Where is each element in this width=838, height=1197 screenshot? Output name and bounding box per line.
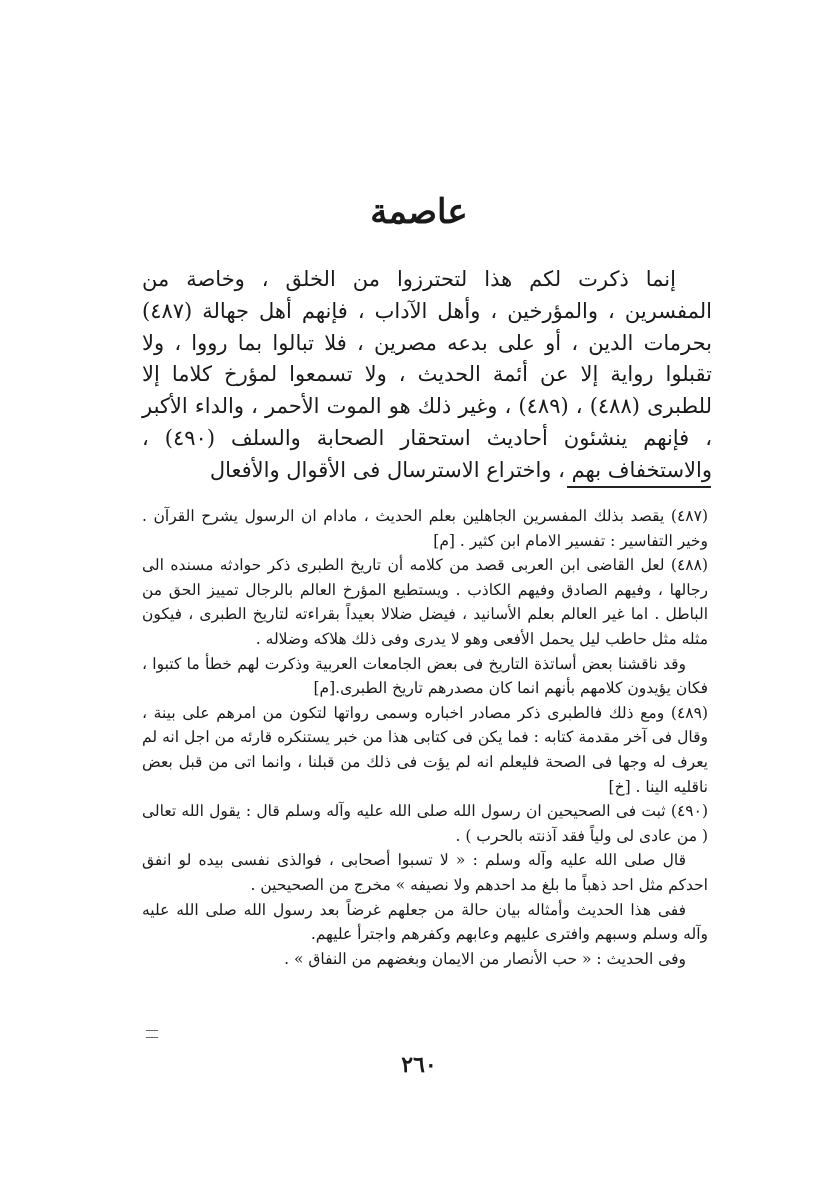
- footnote-separator: [567, 486, 711, 488]
- footnote-490-commentary: ففى هذا الحديث وأمثاله بيان حالة من جعلهم غرضاً بعد رسول الله صلى الله عليه وآله وسلم وسبهم وافترى عليهم وعابهم وكفرهم واجترأ عليهم.: [142, 900, 708, 944]
- footnotes-block: [142, 504, 708, 971]
- page-number: ٢٦٠: [401, 1052, 437, 1078]
- footnote-490: (٤٩٠) ثبت فى الصحيحين ان رسول الله صلى الله عليه وآله وسلم قال : يقول الله تعالى ( من عادى لى ولياً فقد آذنته بالحرب ) .: [142, 802, 708, 845]
- footnote-488: (٤٨٨) لعل القاضى ابن العربى قصد من كلامه أن تاريخ الطبرى ذكر حوادثه مسنده الى رجالها ، وفيهم الصادق وفيهم الكاذب . ويستطيع المؤرخ العالم بالرجال تمييز الحق من الباطل . اما غير العالم بعلم الأسانيد ، فيضل ضلالا بعيداً بقراءته لتاريخ الطبرى ، فيكون مثله مثل حاطب ليل يحمل الأفعى وهو لا يدرى وفى ذلك هلاكه وضلاله .: [142, 556, 708, 648]
- main-text-block: [142, 264, 712, 487]
- footnote-490-hadith-ansar: وفى الحديث : « حب الأنصار من الايمان وبغضهم من النفاق » .: [284, 949, 686, 968]
- footnote-488-continued: وقد ناقشنا بعض أساتذة التاريخ فى بعض الجامعات العربية وذكرت لهم خطأ ما كتبوا ، فكان يؤيدون كلامهم بأنهم انما كان مصدرهم تاريخ الطبرى.[م]: [142, 654, 708, 698]
- footnote-489: (٤٨٩) ومع ذلك فالطبرى ذكر مصادر اخباره وسمى رواتها لتكون من امرهم على بينة ، وقال فى آخر مقدمة كتابه : فما يكن فى كتابى هذا من خبر يستنكره قارئه من اجل انه لم يعرف له وجها فى الصحة فليعلم انه لم يؤت فى ذلك من قبلنا ، وانما اتى من قبل بعض ناقليه الينا . [خ]: [142, 703, 708, 796]
- body-paragraph: إنما ذكرت لكم هذا لتحترزوا من الخلق ، وخاصة من المفسرين ، والمؤرخين ، وأهل الآداب ، فإنهم أهل جهالة (٤٨٧) بحرمات الدين ، أو على بدعه مصرين ، فلا تبالوا بما رووا ، ولا تقبلوا رواية إلا عن أئمة الحديث ، ولا تسمعوا لمؤرخ كلاما إلا للطبرى (٤٨٨) ، (٤٨٩) ، وغير ذلك هو الموت الأحمر ، والداء الأكبر ، فإنهم ينشئون أحاديث استحقار الصحابة والسلف (٤٩٠) ، والاستخفاف بهم ، واختراع الاسترسال فى الأقوال والأفعال: [142, 267, 713, 482]
- section-title: عاصمة: [370, 192, 468, 232]
- footnote-490-hadith: قال صلى الله عليه وآله وسلم : « لا تسبوا أصحابى ، فوالذى نفسى بيده لو انفق احدكم مثل احد ذهباً ما بلغ مد احدهم ولا نصيفه » مخرج من الصحيحين .: [142, 851, 708, 894]
- margin-mark: [146, 1030, 158, 1038]
- footnote-487: (٤٨٧) يقصد بذلك المفسرين الجاهلين بعلم الحديث ، مادام ان الرسول يشرح القرآن . وخير التفاسير : تفسير الامام ابن كثير . [م]: [142, 507, 708, 550]
